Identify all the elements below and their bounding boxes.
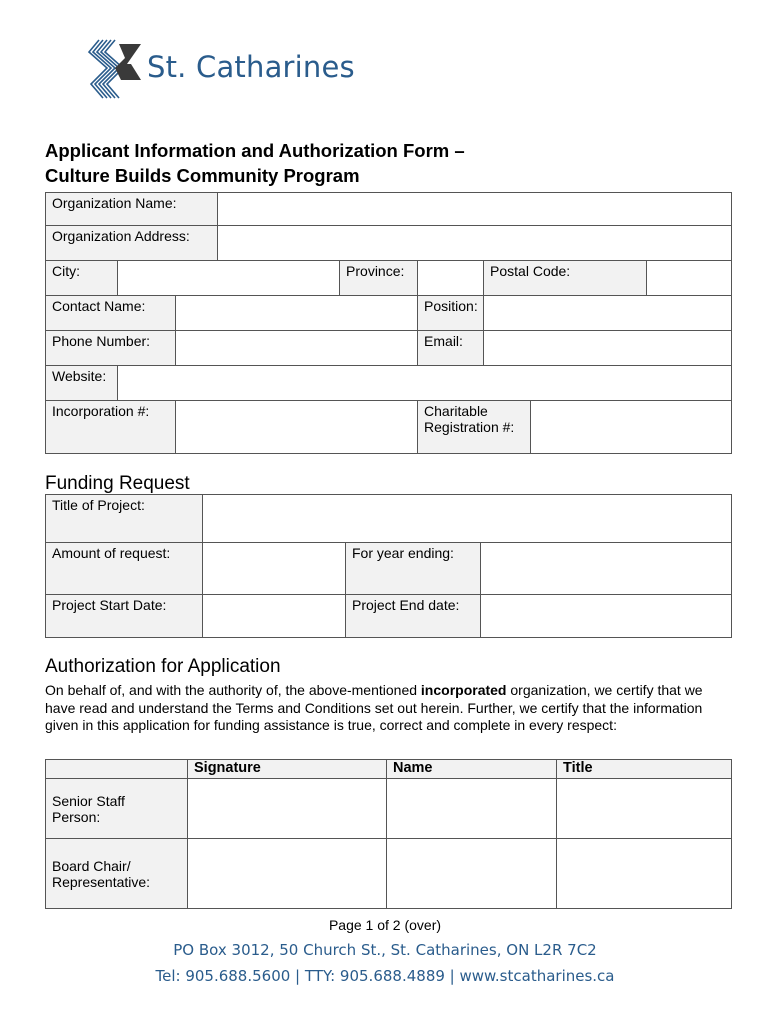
signature-column-header: Signature: [188, 760, 387, 779]
st-catharines-logo: [85, 38, 355, 100]
end-date-field[interactable]: [481, 595, 732, 638]
amount-field[interactable]: [203, 543, 346, 595]
board-chair-label: [46, 839, 188, 909]
funding-request-heading: Funding Request: [45, 473, 190, 494]
website-field[interactable]: [118, 366, 732, 401]
senior-staff-name-field[interactable]: [387, 779, 557, 839]
province-field[interactable]: [418, 261, 484, 296]
form-title-line1: Applicant Information and Authorization Form –: [45, 140, 465, 161]
board-chair-line2: Representative:: [52, 873, 151, 890]
st-catharines-stripes-icon: [85, 38, 145, 100]
start-date-field[interactable]: [203, 595, 346, 638]
phone-label: Phone Number:: [46, 331, 176, 366]
city-label: City:: [46, 261, 118, 296]
title-column-header: Title: [557, 760, 732, 779]
incorporation-label: Incorporation #:: [46, 401, 176, 454]
para-bold: incorporated: [420, 682, 507, 698]
form-title: [45, 138, 465, 188]
contact-name-field[interactable]: [176, 296, 418, 331]
charitable-label-line1: Charitable: [424, 403, 488, 419]
email-label: Email:: [418, 331, 484, 366]
signature-table: [45, 759, 732, 909]
year-ending-field[interactable]: [481, 543, 732, 595]
form-title-line2: Culture Builds Community Program: [45, 165, 360, 186]
website-label: Website:: [46, 366, 118, 401]
board-chair-signature-field[interactable]: [188, 839, 387, 909]
province-label: Province:: [340, 261, 418, 296]
senior-staff-line1: Senior Staff: [52, 792, 125, 809]
amount-label: Amount of request:: [46, 543, 203, 595]
board-chair-line1: Board Chair/: [52, 857, 131, 874]
contact-name-label: Contact Name:: [46, 296, 176, 331]
blank-header-cell: [46, 760, 188, 779]
position-label: Position:: [418, 296, 484, 331]
city-field[interactable]: [118, 261, 340, 296]
incorporation-field[interactable]: [176, 401, 418, 454]
footer-contact: Tel: 905.688.5600 | TTY: 905.688.4889 | www.stcatharines.ca: [155, 967, 615, 985]
end-date-label: Project End date:: [346, 595, 481, 638]
senior-staff-signature-field[interactable]: [188, 779, 387, 839]
senior-staff-title-field[interactable]: [557, 779, 732, 839]
postal-code-field[interactable]: [647, 261, 732, 296]
phone-field[interactable]: [176, 331, 418, 366]
charitable-registration-field[interactable]: [531, 401, 732, 454]
board-chair-name-field[interactable]: [387, 839, 557, 909]
board-chair-title-field[interactable]: [557, 839, 732, 909]
org-address-field[interactable]: [218, 226, 732, 261]
charitable-label-line2: Registration #:: [424, 419, 515, 435]
email-field[interactable]: [484, 331, 732, 366]
start-date-label: Project Start Date:: [46, 595, 203, 638]
project-title-field[interactable]: [203, 495, 732, 543]
position-field[interactable]: [484, 296, 732, 331]
postal-code-label: Postal Code:: [484, 261, 647, 296]
org-name-label: Organization Name:: [46, 193, 218, 226]
senior-staff-line2: Person:: [52, 808, 101, 825]
charitable-registration-label: [418, 401, 531, 454]
name-column-header: Name: [387, 760, 557, 779]
para-before: On behalf of, and with the authority of, the above-mentioned: [45, 682, 421, 698]
year-ending-label: For year ending:: [346, 543, 481, 595]
project-title-label: Title of Project:: [46, 495, 203, 543]
applicant-info-table: [45, 192, 732, 454]
senior-staff-label: [46, 779, 188, 839]
authorization-paragraph: [45, 682, 725, 735]
funding-request-table: [45, 494, 732, 638]
para-after: organization, we certify that we have read and understand the Terms and Conditions set out herein. Further, we certify that the information given in this application for funding assistance is true, correct and complete in every respect:: [45, 682, 703, 733]
footer-address: PO Box 3012, 50 Church St., St. Catharines, ON L2R 7C2: [173, 941, 597, 959]
org-address-label: Organization Address:: [46, 226, 218, 261]
page-number: Page 1 of 2 (over): [328, 917, 442, 933]
authorization-heading: Authorization for Application: [45, 656, 281, 677]
logo-text: St. Catharines: [147, 50, 355, 84]
org-name-field[interactable]: [218, 193, 732, 226]
